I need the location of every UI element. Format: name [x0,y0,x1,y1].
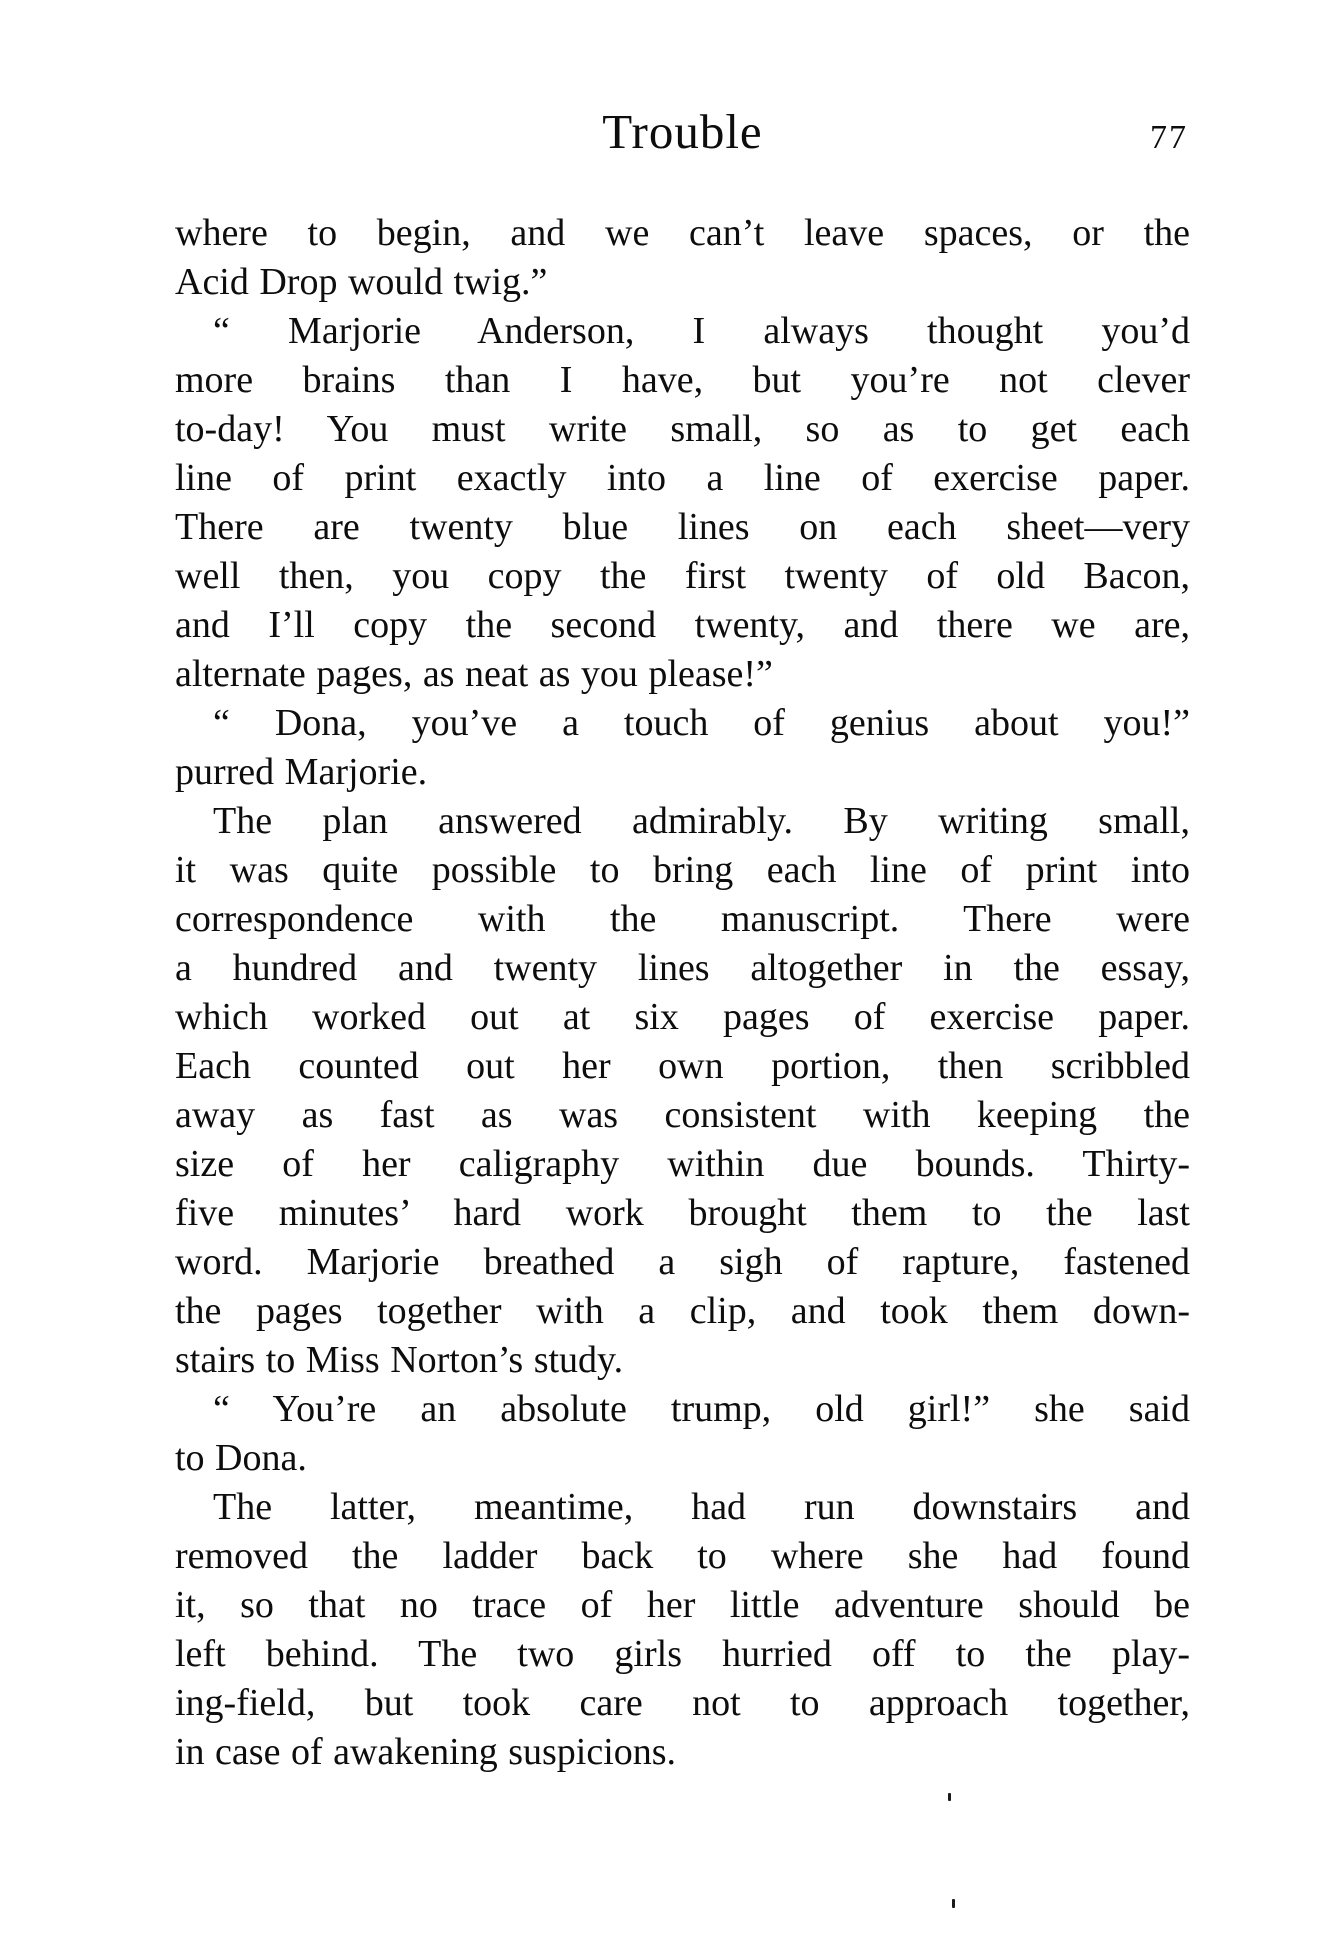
text-line: to Dona. [175,1437,307,1479]
text-line: which worked out at six pages of exercise paper. [175,996,1190,1038]
ink-speck [948,1793,951,1801]
text-line: line of print exactly into a line of exercise paper. [175,457,1190,499]
paragraph [175,797,1190,1385]
paragraph [175,209,1190,307]
text-line: stairs to Miss Norton’s study. [175,1339,624,1381]
text-line: size of her caligraphy within due bounds. Thirty- [175,1143,1190,1185]
ink-speck [952,1899,955,1908]
text-line: word. Marjorie breathed a sigh of rapture, fastened [175,1241,1190,1283]
text-line: removed the ladder back to where she had found [175,1535,1190,1577]
text-line: away as fast as was consistent with keeping the [175,1094,1190,1136]
text-line: “ You’re an absolute trump, old girl!” she said [213,1388,1190,1430]
text-line: Acid Drop would twig.” [175,261,548,303]
text-line: to-day! You must write small, so as to get each [175,408,1190,450]
text-line: The plan answered admirably. By writing small, [213,800,1190,842]
text-line: alternate pages, as neat as you please!” [175,653,773,695]
text-line: in case of awakening suspicions. [175,1731,677,1773]
text-line: the pages together with a clip, and took them down- [175,1290,1190,1332]
text-line: Each counted out her own portion, then scribbled [175,1045,1190,1087]
text-line: correspondence with the manuscript. There were [175,898,1190,940]
text-line: purred Marjorie. [175,751,428,793]
text-line: “ Marjorie Anderson, I always thought you’d [213,310,1190,352]
text-line: The latter, meantime, had run downstairs and [213,1486,1190,1528]
text-line: left behind. The two girls hurried off to the play- [175,1633,1190,1675]
text-line: well then, you copy the first twenty of old Bacon, [175,555,1190,597]
text-line: There are twenty blue lines on each sheet—very [175,506,1190,548]
text-line: five minutes’ hard work brought them to the last [175,1192,1190,1234]
paragraph [175,699,1190,797]
page-number: 77 [1150,119,1188,156]
chapter-title: Trouble [602,104,763,159]
text-line: a hundred and twenty lines altogether in the essay, [175,947,1190,989]
text-line: where to begin, and we can’t leave spaces, or the [175,212,1190,254]
text-line: ing-field, but took care not to approach together, [175,1682,1190,1724]
running-header [175,103,1190,163]
text-line: more brains than I have, but you’re not clever [175,359,1190,401]
paragraph [175,307,1190,699]
text-line: it was quite possible to bring each line of print into [175,849,1190,891]
text-line: “ Dona, you’ve a touch of genius about you!” [213,702,1190,744]
text-line: it, so that no trace of her little adventure should be [175,1584,1190,1626]
text-line: and I’ll copy the second twenty, and there we are, [175,604,1190,646]
page-body [175,209,1190,1777]
paragraph [175,1483,1190,1777]
paragraph [175,1385,1190,1483]
